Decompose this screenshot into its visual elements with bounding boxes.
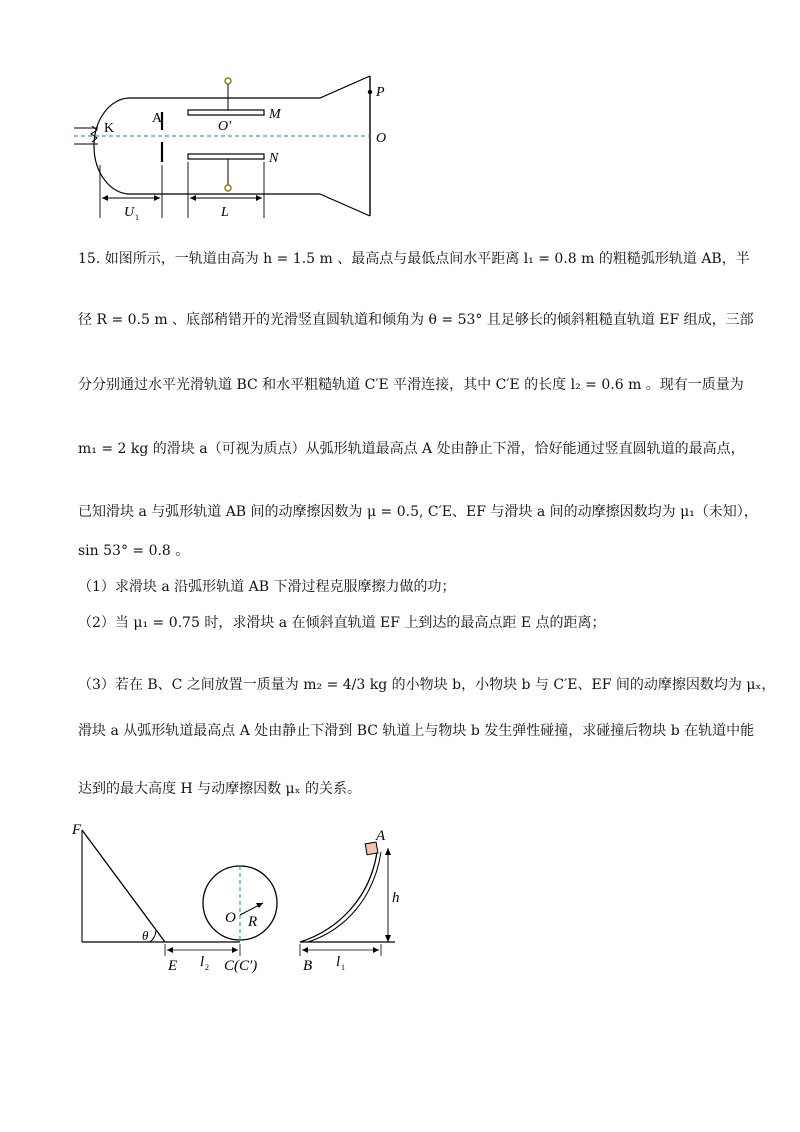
label-u1: U <box>124 205 135 220</box>
problem-line-5: 已知滑块 a 与弧形轨道 AB 间的动摩擦因数为 μ = 0.5, C′E、EF 与滑块 a 间的动摩擦因数均为 μ₁（未知）， <box>78 504 758 520</box>
question-1: （1）求滑块 a 沿弧形轨道 AB 下滑过程克服摩擦力做的功； <box>78 579 456 595</box>
figure-track <box>70 818 410 988</box>
question-3-line-1: （3）若在 B、C 之间放置一质量为 m₂ = 4/3 kg 的小物块 b，小物块 b 与 C′E、EF 间的动摩擦因数均为 μₓ， <box>78 677 776 693</box>
label-theta: θ <box>142 928 149 943</box>
problem-line-1: 15. 如图所示，一轨道由高为 h = 1.5 m 、最高点与最低点间水平距离 l₁ = 0.8 m 的粗糙弧形轨道 AB，半 <box>78 251 750 267</box>
label-o: O <box>225 910 236 926</box>
label-c: C(C′) <box>224 958 258 974</box>
label-f: F <box>72 822 82 838</box>
problem-line-3: 分分别通过水平光滑轨道 BC 和水平粗糙轨道 C′E 平滑连接，其中 C′E 的长度 l₂ = 0.6 m 。现有一质量为 <box>78 377 744 393</box>
label-a: A <box>376 828 386 844</box>
label-p: P <box>376 85 385 100</box>
problem-line-2: 径 R = 0.5 m 、底部稍错开的光滑竖直圆轨道和倾角为 θ = 53° 且足够长的倾斜粗糙直轨道 EF 组成，三部 <box>78 312 754 328</box>
figure-electron-tube <box>60 70 420 225</box>
label-u1-sub: 1 <box>135 213 139 222</box>
label-h: h <box>392 890 400 906</box>
label-l1: l <box>336 954 341 970</box>
label-o-prime: O' <box>218 119 232 134</box>
question-2: （2）当 μ₁ = 0.75 时，求滑块 a 在倾斜直轨道 EF 上到达的最高点距 E 点的距离； <box>78 615 606 631</box>
label-k: K <box>104 121 115 136</box>
question-3-line-2: 滑块 a 从弧形轨道最高点 A 处由静止下滑到 BC 轨道上与物块 b 发生弹性碰撞，求碰撞后物块 b 在轨道中能 <box>78 723 755 739</box>
label-n: N <box>269 151 279 166</box>
question-3-line-3: 达到的最大高度 H 与动摩擦因数 μₓ 的关系。 <box>78 781 362 797</box>
label-a: A <box>152 111 163 126</box>
label-l1-sub: 1 <box>341 963 345 972</box>
label-l2: l <box>200 954 205 970</box>
label-r: R <box>248 914 258 930</box>
problem-line-6: sin 53° = 0.8 。 <box>78 543 190 559</box>
label-o: O <box>376 131 387 146</box>
label-e: E <box>168 958 178 974</box>
label-l: L <box>221 205 229 220</box>
label-l2-sub: 2 <box>205 963 209 972</box>
problem-line-4: m₁ = 2 kg 的滑块 a（可视为质点）从弧形轨道最高点 A 处由静止下滑，恰好能通过竖直圆轨道的最高点， <box>78 441 745 457</box>
label-b: B <box>303 958 313 974</box>
label-m: M <box>269 107 281 122</box>
